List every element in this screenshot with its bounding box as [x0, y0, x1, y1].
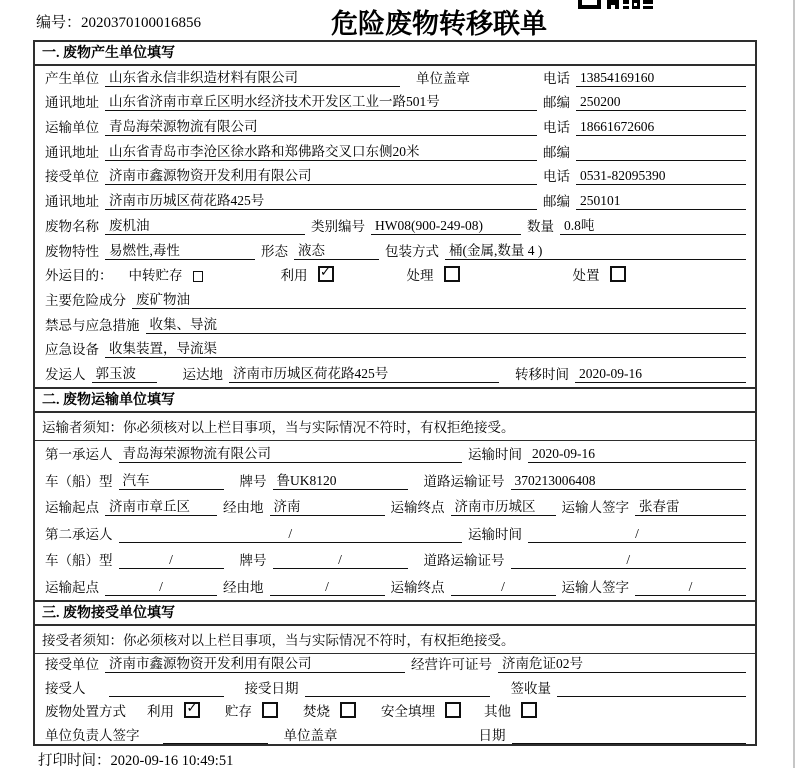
section-producer-title: 一. 废物产生单位填写 — [35, 42, 755, 66]
form-number-value: 2020370100016856 — [81, 15, 202, 31]
shipper-name-value: 郭玉波 — [92, 362, 157, 383]
unit-seal-label: 单位盖章 — [283, 727, 338, 743]
vehicle-type-label: 车（船）型 — [45, 473, 113, 489]
print-time-label: 打印时间： — [38, 753, 111, 768]
receiver-address-value: 济南市历城区荷花路425号 — [105, 189, 537, 210]
zip-label: 邮编 — [543, 95, 570, 111]
plate-number-label: 牌号 — [239, 553, 267, 569]
producer-address-value: 山东省济南市章丘区明水经济技术开发区工业一路501号 — [105, 90, 537, 111]
packaging-value: 桶(金属,数量 4 ) — [445, 239, 746, 260]
purpose-transit-storage-label: 中转贮存 — [128, 268, 183, 284]
disposal-method-row — [35, 701, 755, 725]
route-via-label: 经由地 — [223, 500, 264, 516]
purpose-treatment-label: 处理 — [406, 268, 434, 284]
address-label: 通讯地址 — [45, 144, 99, 160]
packaging-label: 包装方式 — [385, 243, 439, 259]
shipper-label: 发运人 — [45, 366, 86, 382]
route-end-value: 济南市历城区 — [451, 495, 556, 516]
phone-label: 电话 — [543, 70, 570, 86]
destination-value: 济南市历城区荷花路425号 — [229, 362, 499, 383]
receiver-unit-value: 济南市鑫源物资开发利用有限公司 — [105, 164, 537, 185]
vehicle-type-label: 车（船）型 — [45, 553, 113, 569]
received-quantity-value — [557, 683, 746, 697]
checkbox-reuse: ✓ — [318, 266, 334, 282]
waste-traits-label: 废物特性 — [45, 243, 99, 259]
form-state-label: 形态 — [261, 243, 288, 259]
purpose-option-reuse — [278, 264, 334, 284]
quantity-label: 数量 — [527, 218, 554, 234]
plate-number-label: 牌号 — [239, 473, 267, 489]
form-state-value: 液态 — [294, 239, 379, 260]
disposal-method-label: 废物处置方式 — [45, 704, 126, 720]
waste-traits-row — [35, 239, 755, 264]
checkbox-disposal-other — [521, 702, 537, 718]
route-start-value: 济南市章丘区 — [105, 495, 217, 516]
producer-unit-value: 山东省永信非织造材料有限公司 — [105, 66, 400, 87]
address-label: 通讯地址 — [45, 194, 99, 210]
license-number-label: 经营许可证号 — [411, 657, 492, 673]
purpose-option-disposal — [570, 264, 626, 284]
checkbox-disposal-storage — [262, 702, 278, 718]
route-end-label: 运输终点 — [390, 500, 445, 516]
section-producer — [35, 42, 755, 387]
disposal-other-label: 其他 — [484, 704, 511, 720]
transporter-unit-label: 运输单位 — [45, 120, 99, 136]
checkbox-disposal — [610, 266, 626, 282]
disposal-option-reuse — [144, 700, 200, 720]
transporter-notice-row — [35, 413, 755, 441]
emergency-equipment-label: 应急设备 — [45, 342, 99, 358]
transporter-address-row — [35, 140, 755, 165]
route-start-label: 运输起点 — [45, 500, 99, 516]
disposal-storage-label: 贮存 — [225, 704, 252, 720]
road-permit-value: 370213006408 — [511, 473, 747, 490]
receiving-person-row — [35, 677, 755, 701]
route-end-label: 运输终点 — [390, 579, 445, 595]
purpose-option-treatment — [404, 264, 460, 284]
responsible-signature-row — [35, 724, 755, 746]
transport-time-label: 运输时间 — [468, 447, 522, 463]
quantity-value: 0.8吨 — [560, 214, 746, 235]
form-number — [36, 11, 201, 32]
transfer-time-value: 2020-09-16 — [575, 366, 746, 383]
shipper-row — [35, 362, 755, 387]
receiving-date-label: 接受日期 — [244, 680, 299, 696]
second-carrier-signature-value: / — [635, 579, 746, 596]
checkbox-disposal-landfill — [445, 702, 461, 718]
disposal-incineration-label: 焚烧 — [303, 704, 330, 720]
vehicle-type-row — [35, 467, 755, 494]
form-number-label: 编号： — [36, 15, 82, 31]
zip-label: 邮编 — [543, 144, 570, 160]
transporter-notice-text: 运输者须知：你必须核对以上栏目事项，当与实际情况不符时，有权拒绝接受。 — [42, 420, 515, 436]
taboo-measures-value: 收集、导流 — [146, 313, 747, 334]
vehicle-type-value: 汽车 — [119, 469, 224, 490]
receiving-unit-value: 济南市鑫源物资开发利用有限公司 — [105, 652, 405, 673]
address-label: 通讯地址 — [45, 95, 99, 111]
producer-address-row — [35, 91, 755, 116]
transporter-zip-value — [576, 147, 746, 161]
second-vehicle-type-row — [35, 547, 755, 574]
page-edge-line — [793, 0, 795, 768]
emergency-equipment-value: 收集装置，导流渠 — [105, 337, 746, 358]
receiving-date-value — [305, 683, 490, 697]
purpose-option-transit-storage — [126, 264, 203, 284]
receiver-address-row — [35, 189, 755, 214]
receiver-phone-value: 0531-82095390 — [576, 168, 746, 185]
route-start-label: 运输起点 — [45, 579, 99, 595]
transporter-unit-row — [35, 115, 755, 140]
checkbox-treatment — [444, 266, 460, 282]
hazard-components-value: 废矿物油 — [132, 288, 746, 309]
carrier-signature-label: 运输人签字 — [561, 500, 629, 516]
purpose-reuse-label: 利用 — [280, 268, 308, 284]
producer-zip-value: 250200 — [576, 94, 746, 111]
destination-label: 运达地 — [182, 366, 223, 382]
transfer-purpose-label: 外运目的： — [45, 268, 113, 284]
taboo-measures-row — [35, 313, 755, 338]
phone-label: 电话 — [543, 120, 570, 136]
category-code-value: HW08(900-249-08) — [371, 218, 521, 235]
waste-name-row — [35, 214, 755, 239]
second-transport-time-value: / — [528, 526, 746, 543]
second-road-permit-value: / — [511, 552, 747, 569]
transfer-purpose-row — [35, 264, 755, 289]
second-carrier-label: 第二承运人 — [45, 526, 113, 542]
producer-unit-label: 产生单位 — [45, 70, 99, 86]
checkbox-transit-storage — [193, 271, 203, 282]
responsible-signature-label: 单位负责人签字 — [45, 727, 140, 743]
first-carrier-label: 第一承运人 — [45, 447, 113, 463]
second-plate-number-value: / — [273, 552, 408, 569]
responsible-signature-value — [163, 730, 268, 744]
print-time — [38, 749, 233, 768]
transporter-phone-value: 18661672606 — [576, 119, 746, 136]
plate-number-value: 鲁UK8120 — [273, 469, 408, 490]
section-receiver — [35, 600, 755, 746]
transporter-unit-value: 青岛海荣源物流有限公司 — [105, 115, 537, 136]
second-route-row — [35, 573, 755, 600]
transport-time-label: 运输时间 — [468, 526, 522, 542]
hazard-components-row — [35, 288, 755, 313]
emergency-equipment-row — [35, 338, 755, 363]
page-title: 危险废物转移联单 — [331, 9, 547, 39]
disposal-landfill-label: 安全填埋 — [381, 704, 435, 720]
second-route-end-value: / — [451, 579, 556, 596]
second-carrier-value: / — [119, 526, 463, 543]
receiver-unit-row — [35, 165, 755, 190]
road-permit-label: 道路运输证号 — [423, 553, 505, 569]
license-number-value: 济南危证02号 — [498, 652, 746, 673]
phone-label: 电话 — [543, 169, 570, 185]
second-carrier-row — [35, 520, 755, 547]
disposal-option-incineration — [300, 700, 356, 720]
carrier-signature-label: 运输人签字 — [561, 579, 629, 595]
zip-label: 邮编 — [543, 194, 570, 210]
waste-traits-value: 易燃性,毒性 — [105, 239, 255, 260]
receiving-unit-label: 接受单位 — [45, 657, 99, 673]
first-carrier-value: 青岛海荣源物流有限公司 — [119, 442, 463, 463]
disposal-option-storage — [222, 700, 278, 720]
waste-name-label: 废物名称 — [45, 218, 99, 234]
category-code-label: 类别编号 — [311, 218, 365, 234]
qr-code-fragment — [576, 0, 654, 11]
transfer-form-table — [33, 40, 757, 746]
section-transport — [35, 387, 755, 600]
receiving-person-label: 接受人 — [45, 680, 86, 696]
disposal-reuse-label: 利用 — [147, 704, 174, 720]
disposal-option-other — [481, 700, 537, 720]
transfer-time-label: 转移时间 — [515, 366, 569, 382]
route-via-label: 经由地 — [223, 579, 264, 595]
received-quantity-label: 签收量 — [510, 680, 551, 696]
unit-seal-label: 单位盖章 — [416, 70, 470, 86]
checkbox-disposal-incineration — [340, 702, 356, 718]
section-transport-title: 二. 废物运输单位填写 — [35, 389, 755, 413]
print-time-value: 2020-09-16 10:49:51 — [110, 753, 234, 768]
purpose-disposal-label: 处置 — [572, 268, 600, 284]
receiver-zip-value: 250101 — [576, 193, 746, 210]
second-vehicle-type-value: / — [119, 552, 224, 569]
receiving-unit-row — [35, 654, 755, 678]
disposal-option-landfill — [378, 700, 461, 720]
second-route-start-value: / — [105, 579, 217, 596]
route-via-value: 济南 — [270, 495, 385, 516]
receiver-notice-row — [35, 626, 755, 654]
hazard-components-label: 主要危险成分 — [45, 292, 126, 308]
taboo-measures-label: 禁忌与应急措施 — [45, 317, 140, 333]
second-route-via-value: / — [270, 579, 385, 596]
producer-phone-value: 13854169160 — [576, 70, 746, 87]
carrier-signature-value: 张春雷 — [635, 495, 746, 516]
transport-time-value: 2020-09-16 — [528, 446, 746, 463]
first-carrier-row — [35, 441, 755, 468]
waste-name-value: 废机油 — [105, 214, 305, 235]
producer-unit-row — [35, 66, 755, 91]
date-label: 日期 — [478, 727, 506, 743]
route-row — [35, 494, 755, 521]
receiver-unit-label: 接受单位 — [45, 169, 99, 185]
road-permit-label: 道路运输证号 — [423, 473, 505, 489]
section-receiver-title: 三. 废物接受单位填写 — [35, 602, 755, 626]
transporter-address-value: 山东省青岛市李沧区徐水路和郑佛路交叉口东侧20米 — [105, 140, 537, 161]
receiving-person-value — [109, 683, 224, 697]
receiver-notice-text: 接受者须知：你必须核对以上栏目事项，当与实际情况不符时，有权拒绝接受。 — [42, 633, 515, 649]
date-value — [512, 730, 747, 744]
checkbox-disposal-reuse: ✓ — [184, 702, 200, 718]
